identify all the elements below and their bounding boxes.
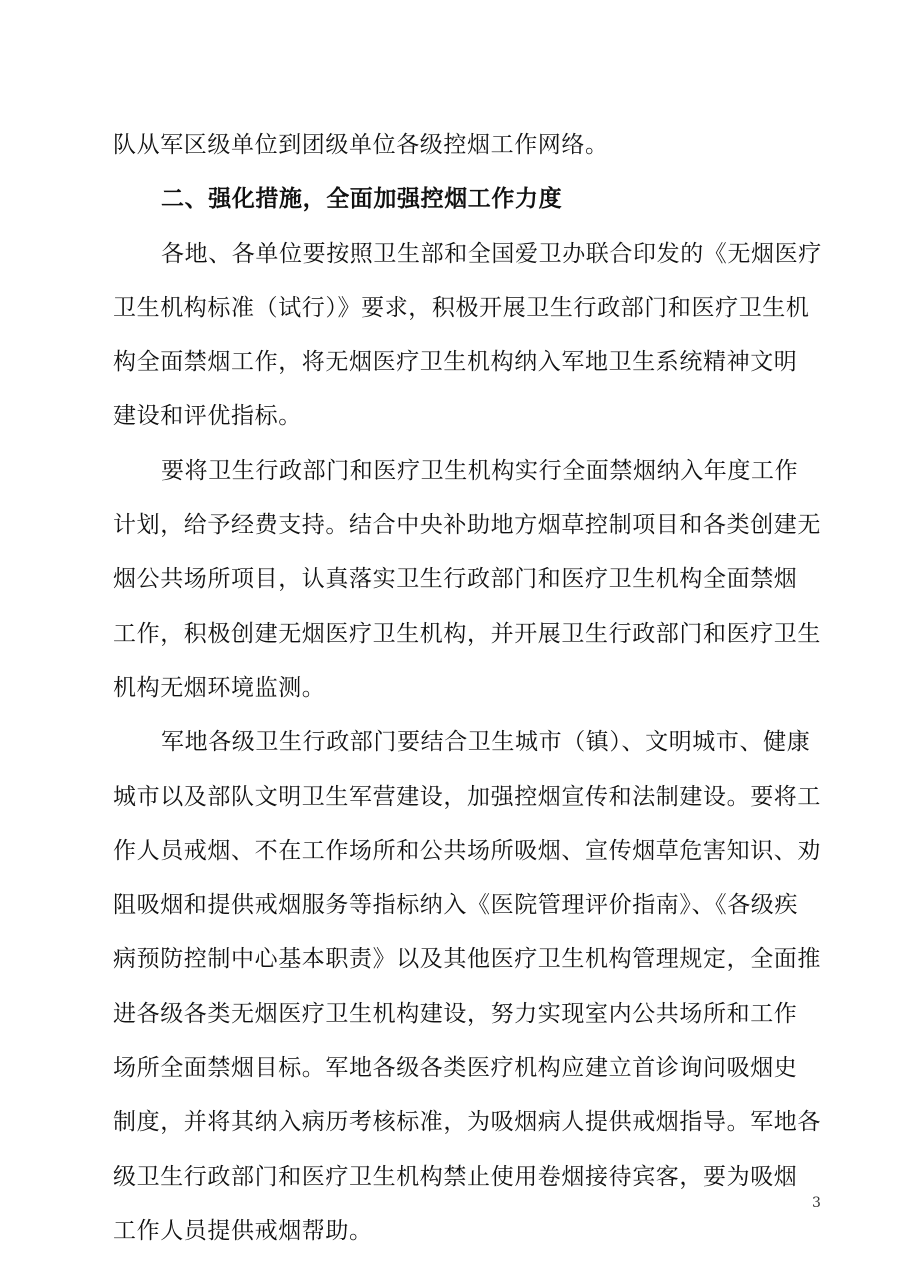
paragraph-3-line: 场所全面禁烟目标。军地各级各类医疗机构应建立首诊询问吸烟史 <box>113 1055 798 1082</box>
paragraph-3-line: 军地各级卫生行政部门要结合卫生城市（镇）、文明城市、健康 <box>161 729 811 756</box>
paragraph-2-line: 烟公共场所项目，认真落实卫生行政部门和医疗卫生机构全面禁烟 <box>113 566 798 593</box>
paragraph-3-line: 城市以及部队文明卫生军营建设，加强控烟宣传和法制建设。要将工 <box>113 783 821 810</box>
paragraph-3-line: 进各级各类无烟医疗卫生机构建设，努力实现室内公共场所和工作 <box>113 1000 798 1027</box>
paragraph-3-line: 作人员戒烟、不在工作场所和公共场所吸烟、宣传烟草危害知识、劝 <box>113 837 821 864</box>
paragraph-continuation-line: 队从军区级单位到团级单位各级控烟工作网络。 <box>113 132 609 158</box>
paragraph-1-line: 各地、各单位要按照卫生部和全国爱卫办联合印发的《无烟医疗 <box>161 240 822 267</box>
paragraph-3-line: 病预防控制中心基本职责》以及其他医疗卫生机构管理规定，全面推 <box>113 946 821 973</box>
paragraph-3-line: 工作人员提供戒烟帮助。 <box>113 1217 373 1244</box>
paragraph-2-line: 要将卫生行政部门和医疗卫生机构实行全面禁烟纳入年度工作 <box>161 457 799 484</box>
page-number: 3 <box>812 1195 821 1211</box>
paragraph-2-line: 计划，给予经费支持。结合中央补助地方烟草控制项目和各类创建无 <box>113 512 821 539</box>
paragraph-1-line: 卫生机构标准（试行）》要求，积极开展卫生行政部门和医疗卫生机 <box>113 294 810 321</box>
paragraph-3-line: 级卫生行政部门和医疗卫生机构禁止使用卷烟接待宾客，要为吸烟 <box>113 1163 798 1190</box>
section-heading: 二、强化措施，全面加强控烟工作力度 <box>161 186 563 213</box>
paragraph-3-line: 制度，并将其纳入病历考核标准，为吸烟病人提供戒烟指导。军地各 <box>113 1109 821 1136</box>
paragraph-1-line: 构全面禁烟工作，将无烟医疗卫生机构纳入军地卫生系统精神文明 <box>113 349 798 376</box>
body-text <box>113 118 833 1258</box>
paragraph-1-line: 建设和评优指标。 <box>113 403 302 430</box>
paragraph-3-line: 阻吸烟和提供戒烟服务等指标纳入《医院管理评价指南》、《各级疾 <box>113 892 798 919</box>
paragraph-2-line: 机构无烟环境监测。 <box>113 674 326 701</box>
paragraph-2-line: 工作，积极创建无烟医疗卫生机构，并开展卫生行政部门和医疗卫生 <box>113 620 821 647</box>
